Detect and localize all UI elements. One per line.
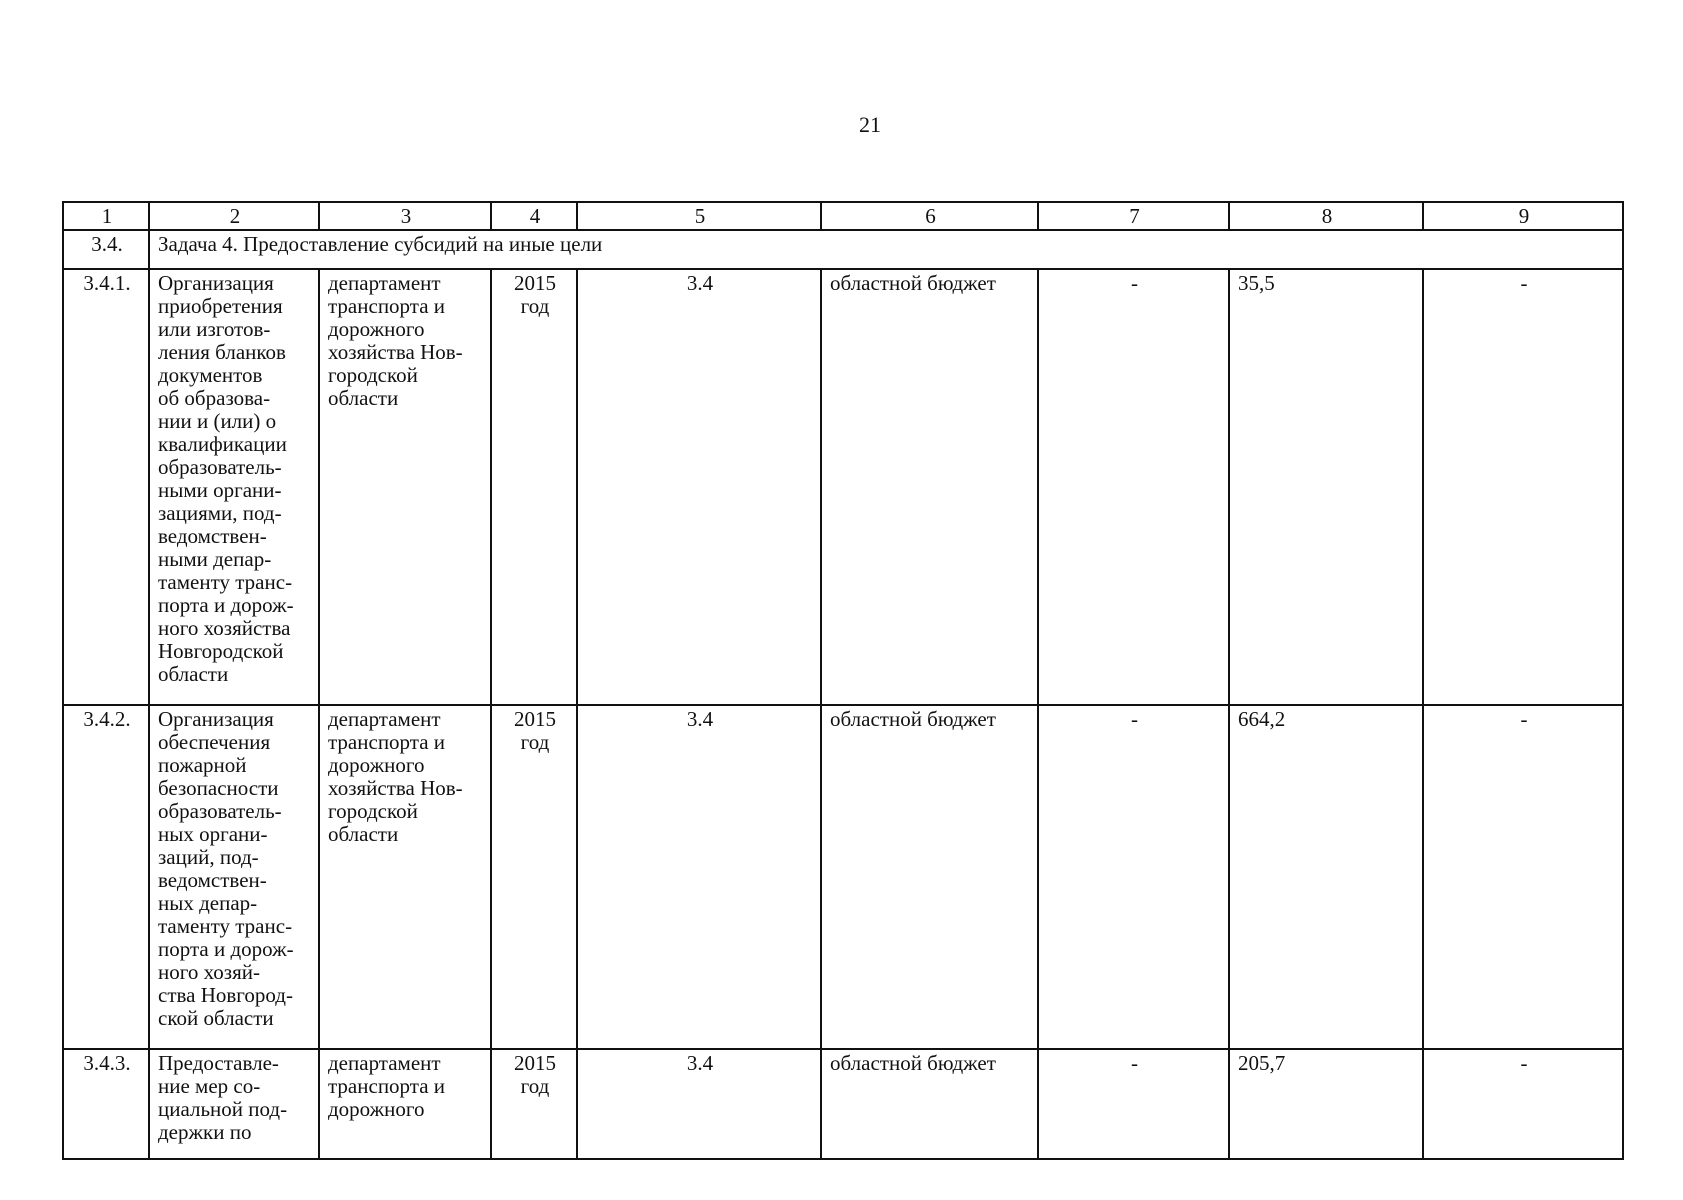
row-code: 3.4.1. — [63, 269, 149, 705]
value-col7: - — [1038, 1049, 1229, 1159]
executor: департамент транспорта и дорожного хозяйства Нов- городской области — [319, 705, 491, 1049]
column-header: 6 — [821, 202, 1038, 230]
column-header: 1 — [63, 202, 149, 230]
executor: департамент транспорта и дорожного — [319, 1049, 491, 1159]
column-header: 3 — [319, 202, 491, 230]
column-header: 9 — [1423, 202, 1623, 230]
column-number-row — [63, 202, 1623, 230]
measures-table — [62, 201, 1624, 1160]
funding-source: областной бюджет — [821, 269, 1038, 705]
target-indicator: 3.4 — [577, 1049, 821, 1159]
value-col9: - — [1423, 269, 1623, 705]
executor: департамент транспорта и дорожного хозяйства Нов- городской области — [319, 269, 491, 705]
column-header: 5 — [577, 202, 821, 230]
target-indicator: 3.4 — [577, 705, 821, 1049]
measure-name: Предоставле- ние мер со- циальной под- держки по — [149, 1049, 319, 1159]
column-header: 4 — [491, 202, 577, 230]
value-col7: - — [1038, 269, 1229, 705]
task-code: 3.4. — [63, 230, 149, 269]
row-code: 3.4.2. — [63, 705, 149, 1049]
table-row — [63, 269, 1623, 705]
value-col8: 664,2 — [1229, 705, 1423, 1049]
deadline-year: 2015 год — [491, 705, 577, 1049]
target-indicator: 3.4 — [577, 269, 821, 705]
deadline-year: 2015 год — [491, 269, 577, 705]
measure-name: Организация приобретения или изготов- ления бланков документов об образова- нии и (или) о квалификации образователь- ными органи- зациями, под- ведомствен- ными депар- таменту транс- порта и дорож- ного хозяйства Новгородской области — [149, 269, 319, 705]
value-col8: 35,5 — [1229, 269, 1423, 705]
table-row — [63, 1049, 1623, 1159]
value-col9: - — [1423, 705, 1623, 1049]
value-col9: - — [1423, 1049, 1623, 1159]
table-row — [63, 705, 1623, 1049]
page-number: 21 — [859, 112, 881, 137]
measure-name: Организация обеспечения пожарной безопасности образователь- ных органи- заций, под- ведомствен- ных депар- таменту транс- порта и дорож- ного хозяй- ства Новгород- ской области — [149, 705, 319, 1049]
task-title: Задача 4. Предоставление субсидий на иные цели — [149, 230, 1623, 269]
value-col7: - — [1038, 705, 1229, 1049]
row-code: 3.4.3. — [63, 1049, 149, 1159]
task-row — [63, 230, 1623, 269]
value-col8: 205,7 — [1229, 1049, 1423, 1159]
funding-source: областной бюджет — [821, 1049, 1038, 1159]
deadline-year: 2015 год — [491, 1049, 577, 1159]
funding-source: областной бюджет — [821, 705, 1038, 1049]
column-header: 8 — [1229, 202, 1423, 230]
column-header: 2 — [149, 202, 319, 230]
column-header: 7 — [1038, 202, 1229, 230]
